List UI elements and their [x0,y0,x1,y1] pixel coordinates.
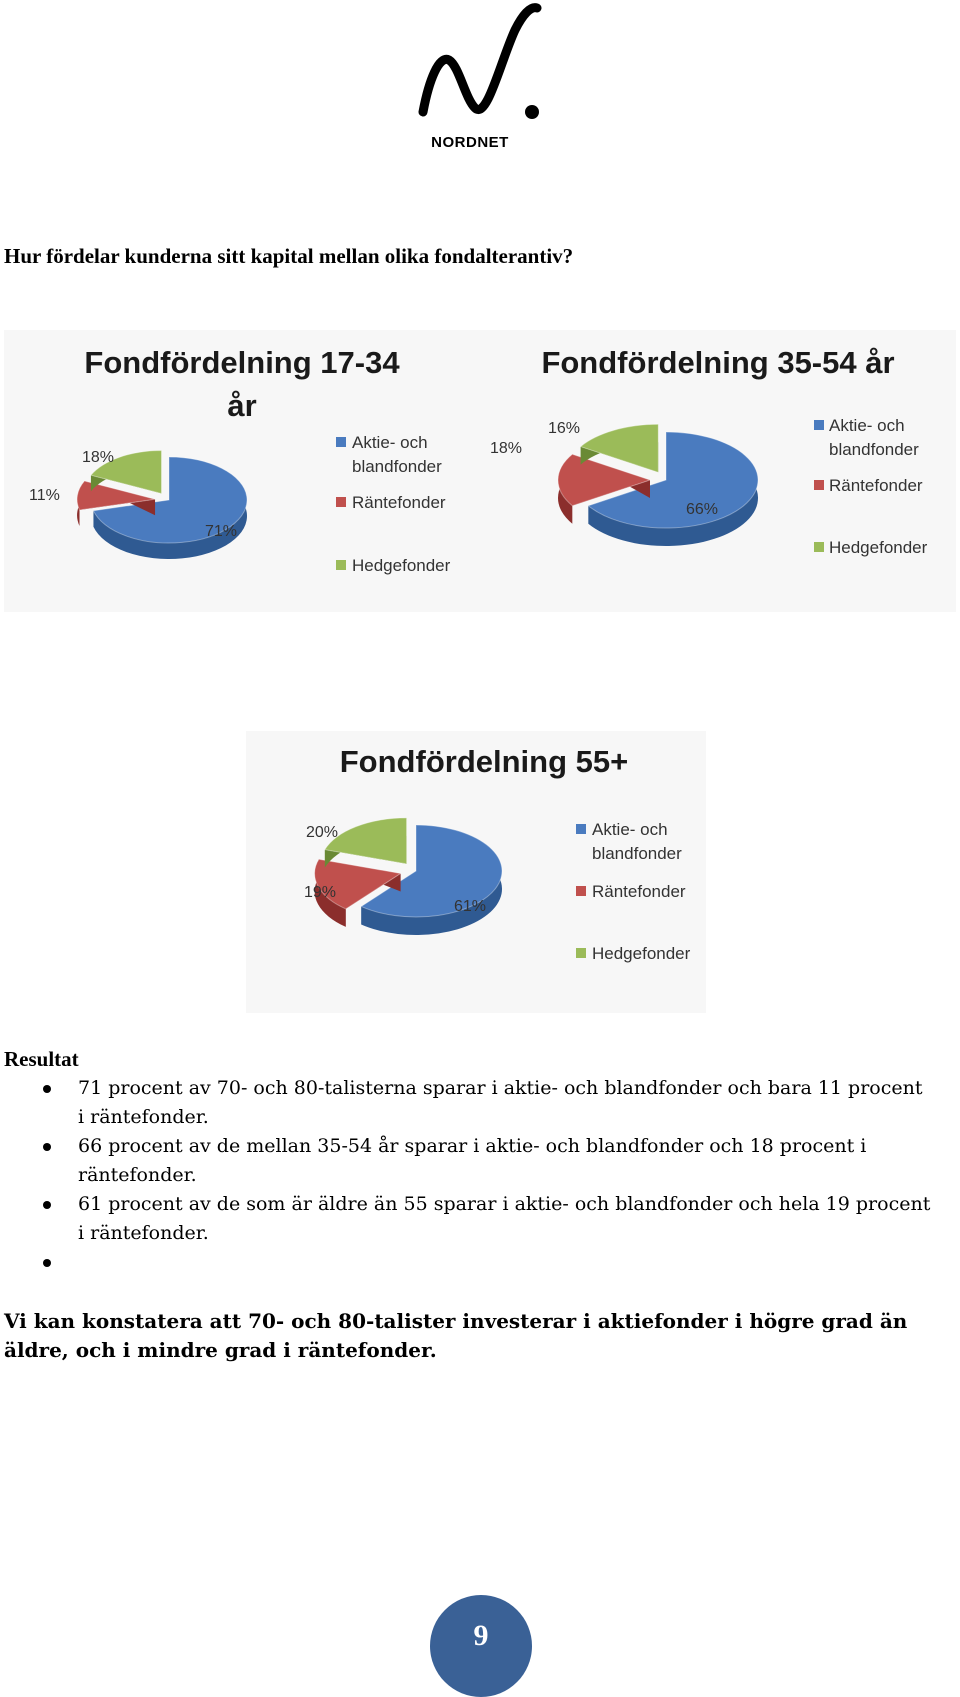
legend-label-ranta: Räntefonder [592,882,686,901]
list-item [4,1132,934,1190]
legend-label-ranta: Räntefonder [352,493,446,512]
legend-label-hedge: Hedgefonder [352,556,451,575]
bullet-icon [43,1201,51,1209]
legend-swatch-aktie [336,437,346,447]
list-item-empty [4,1248,934,1277]
legend-swatch-hedge [576,948,586,958]
nordnet-logo-mark [415,0,585,130]
pct-label-aktie: 61% [454,898,487,915]
page-number-badge [430,1595,532,1697]
pct-label-ranta: 19% [304,884,337,901]
list-item-text: 71 procent av 70- och 80-talisterna sparar i aktie- och blandfonder och bara 11 procent i räntefonder. [78,1077,923,1128]
legend-label-aktie: Aktie- och blandfonder [352,433,442,476]
pct-label-aktie: 71% [205,523,238,540]
chart-panel-35-54 [476,330,956,612]
legend-label-aktie: Aktie- och blandfonder [829,416,919,459]
chart-panel-55 [246,731,706,1013]
results-title: Resultat [4,1047,79,1071]
legend-swatch-hedge [814,542,824,552]
legend-label-hedge: Hedgefonder [592,944,691,963]
pct-label-ranta: 11% [29,487,60,504]
results-section [4,1047,934,1277]
pct-label-hedge: 18% [82,449,115,466]
legend-swatch-hedge [336,560,346,570]
legend-swatch-ranta [814,480,824,490]
list-item-text: 66 procent av de mellan 35-54 år sparar i aktie- och blandfonder och 18 procent i räntefonder. [78,1135,867,1186]
results-list [4,1074,934,1277]
chart-title-line: Fondfördelning 17-34 [84,345,400,380]
pct-label-ranta: 18% [490,440,523,457]
bullet-icon [43,1143,51,1151]
legend-label-hedge: Hedgefonder [829,538,928,557]
legend-swatch-ranta [336,497,346,507]
page-number: 9 [473,1619,489,1652]
legend-swatch-aktie [814,420,824,430]
pie-chart-35-54 [476,330,956,612]
list-item-text: 61 procent av de som är äldre än 55 sparar i aktie- och blandfonder och hela 19 procent i räntefonder. [78,1193,931,1244]
legend-swatch-ranta [576,886,586,896]
conclusion-text: Vi kan konstatera att 70- och 80-talister investerar i aktiefonder i högre grad än äldre, och i mindre grad i räntefonder. [4,1309,908,1362]
question-heading: Hur fördelar kunderna sitt kapital mellan olika fondalterantiv? [4,244,574,268]
pct-label-hedge: 20% [306,824,339,841]
pie-chart-55 [246,731,706,1013]
pie-chart-17-34 [4,330,476,612]
pct-label-aktie: 66% [686,501,719,518]
chart-title-line: år [227,388,257,423]
legend-label-ranta: Räntefonder [829,476,923,495]
chart-title-line: Fondfördelning 35-54 år [541,345,895,380]
bullet-icon [43,1085,51,1093]
nordnet-logo [415,0,585,160]
logo-text: NORDNET [431,134,509,151]
chart-panel-17-34 [4,330,476,612]
list-item [4,1074,934,1132]
bullet-icon [43,1259,51,1267]
list-item [4,1190,934,1248]
legend-label-aktie: Aktie- och blandfonder [592,820,682,863]
chart-title-line: Fondfördelning 55+ [339,744,629,779]
pct-label-hedge: 16% [548,420,581,437]
legend-swatch-aktie [576,824,586,834]
